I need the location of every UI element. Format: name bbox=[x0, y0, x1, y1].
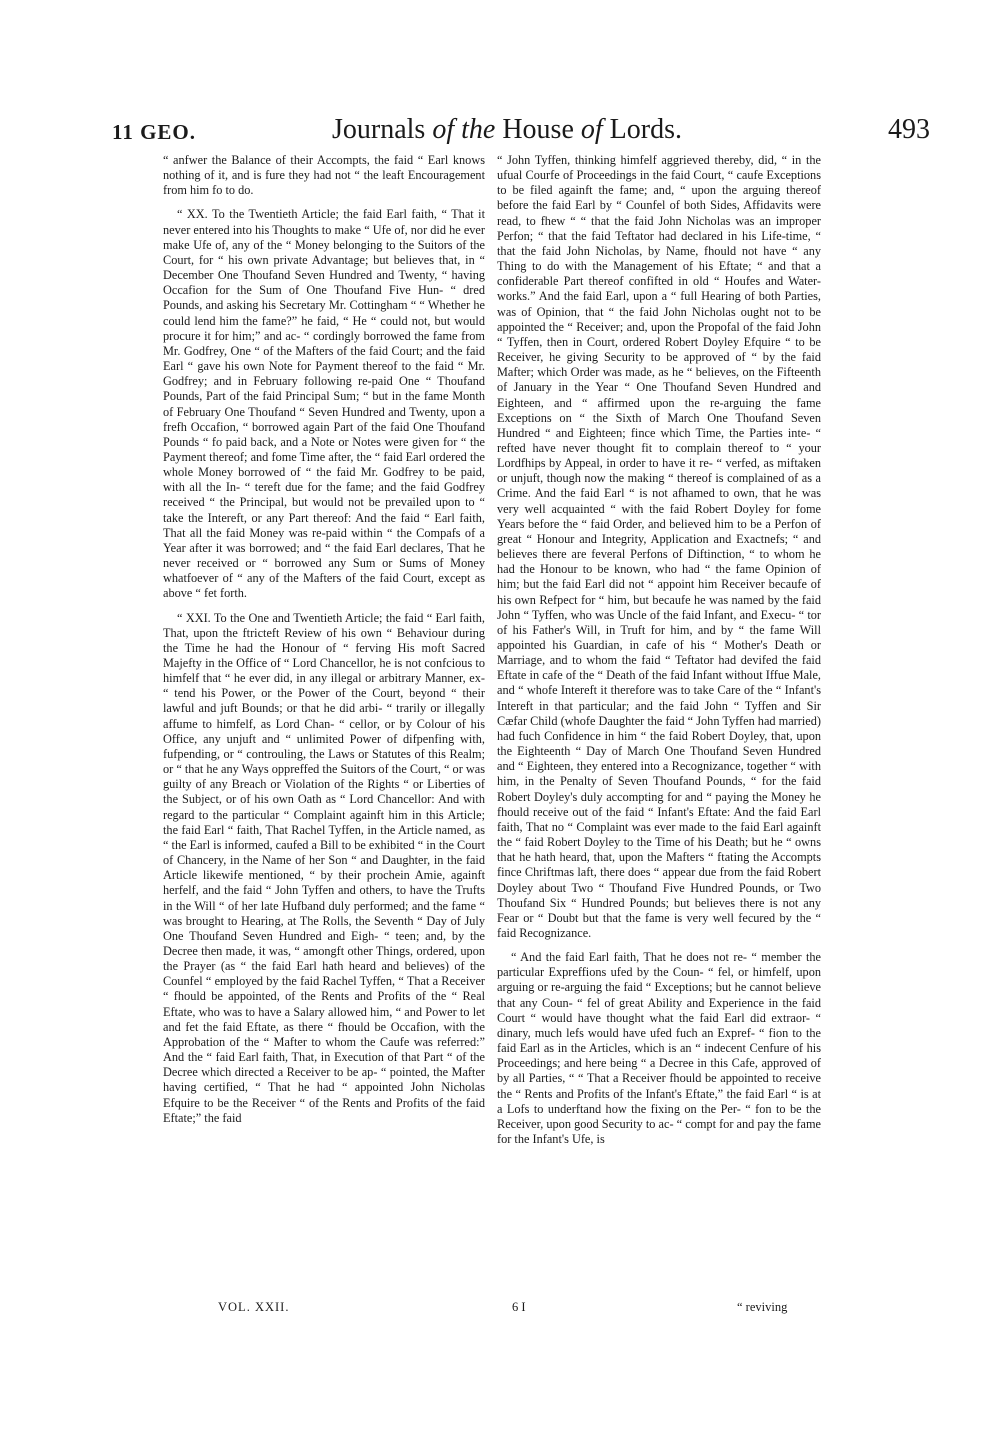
right-paragraph-1: “ John Tyffen, thinking himfelf aggrieved thereby, did, “ in the ufual Courfe of Proceedings in the faid Court, “ caufe Exceptions to be filed againft the fame; and, “ upon the arguing thereof before the faid Earl by “ Counfel of both Sides, Affidavits were read, to fhew “ “ that the faid John Nicholas was an improper Perfon; “ that the faid Teftator had declared in his Life-time, “ that the faid John Nicholas, by Name, fhould not have “ any Thing to do with the Management of his Eftate; “ and that a confiderable Part thereof confifted in old “ Houfes and Water-works.” And the faid Earl, upon a “ full Hearing of both Parties, was of Opinion, that “ the faid John Nicholas ought not to be appointed the “ Receiver; and, upon the Propofal of the faid John “ Tyffen, then in Court, ordered Robert Doyley Efquire “ to be Receiver, he giving Security to be approved of “ by the faid Mafter; which Order was made, as he “ believes, on the Fifteenth of January in the Year “ One Thoufand Seven Hundred and Eighteen, and “ affirmed upon the re-arguing the fame Exceptions on “ the Sixth of March One Thoufand Seven Hundred “ and Eighteen; fince which Time, the Parties inte- “ refted have never thought fit to complain thereof to “ your Lordfhips by Appeal, in order to have it re- “ verfed, as miftaken or unjuft, though now the making “ thereof is complained of as a Crime. And the faid Earl “ is not afhamed to own, that he was very well acquainted “ with the faid Robert Doyley for fome Years before the “ faid Order, and believed him to be a Perfon of great “ Honour and Integrity, Application and Exactnefs; “ and believes there are feveral Perfons of Diftinction, “ to whom he had the Honour to be known, who had “ the fame Opinion of him; but the faid Earl did not “ appoint him Receiver becaufe of his own Refpect for “ him, but becaufe he was named by the faid John “ Tyffen, who was Uncle of the faid Infant, and Execu- “ tor of his Father's Will, in Truft for him, and by “ the fame Will appointed his Guardian, in cafe of his “ Mother's Death or Marriage, and to whom the faid “ Teftator had devifed the faid Eftate in cafe of the “ Death of the faid Infant without Iffue Male, and “ whofe Intereft it therefore was to take Care of the “ Infant's Intereft in that particular; and the faid John “ Tyffen and Sir Cæfar Child (whofe Daughter the faid “ John Tyffen had married) had fuch Confidence in him “ the faid Robert Doyley, that, upon the Eighteenth “ Day of March One Thoufand Seven Hundred and “ Eighteen, they entered into a Recognizance, together “ with him, in the Penalty of Seven Thoufand Pounds, “ for the faid Robert Doyley's duly accompting for and “ paying the Money he fhould receive out of the faid “ Infant's Eftate: And the faid Earl faith, That no “ Complaint was ever made to the faid Earl againft the “ faid Robert Doyley to the Time of his Death; but he “ owns that he hath heard, that, upon the Mafters “ ftating the Accompts fince Chriftmas laft, there does “ appear due from the faid Robert Doyley about Two “ Thoufand Five Hundred Pounds, or Two Thoufand Six “ Hundred Pounds; but believes there is not any Fear or “ Doubt but that the fame is very well fecured by the “ faid Recognizance. bbox=[497, 153, 821, 940]
article-xx-paragraph: “ XX. To the Twentieth Article; the faid Earl faith, “ That it never entered into his Thoughts to make “ Ufe of, nor did he ever make Ufe of, any of the “ Money belonging to the Suitors of the Court, for “ his own private Advantage; but believes that, in “ December One Thoufand Seven Hundred and Twenty, “ having Occafion for the Sum of One Thoufand Five Hun- “ dred Pounds, and asking his Secretary Mr. Cottingham “ “ Whether he could lend him the fame?” he faid, “ He “ could not, but would procure it for him;” and ac- “ cordingly borrowed the fame from Mr. Godfrey, One “ of the Mafters of the faid Court; and the faid Earl “ gave his own Note for Payment thereof to the faid “ Mr. Godfrey; and in February following re-paid One “ Thoufand Pounds, Part of the faid Principal Sum; “ but in the fame Month of February One Thoufand “ Seven Hundred and Twenty, upon a frefh Occafion, “ borrowed again Part of the faid One Thoufand Pounds “ fo paid back, and a Note or Notes were given for “ the Payment thereof; and fome Time after, the “ faid Earl ordered the whole Money borrowed of “ the faid Mr. Godfrey to be paid, with all the In- “ tereft due for the fame; and the faid Godfrey received “ the Principal, but would not be prevailed upon to “ take the Intereft, or any Part thereof: And the faid “ Earl faith, That all the faid Money was re-paid within “ the Compafs of a Year after it was borrowed; and “ the faid Earl declares, That he never received or “ borrowed any Sum or Sums of Money whatfoever of “ any of the Mafters of the faid Court, except as above “ fet forth. bbox=[163, 207, 485, 601]
catchword: “ reviving bbox=[737, 1300, 788, 1314]
right-paragraph-2: “ And the faid Earl faith, That he does not re- “ member the particular Expreffions ufed by the Coun- “ fel, or himfelf, upon arguing or re-arguing the faid “ Exceptions; but he cannot believe that any Coun- “ fel of great Ability and Experience in the faid Court “ would have thought what the faid Earl did extraor- “ dinary, much lefs would have ufed fuch an Expref- “ fion to the faid Earl as in the Articles, which is an “ indecent Cenfure of his Proceedings; and here being “ a Decree in this Cafe, approved of by all Parties, “ “ That a Receiver fhould be appointed to receive the “ Rents and Profits of the Infant's Eftate,” the faid Earl “ is at a Lofs to underftand how the fixing on the Per- “ fon to be the Receiver, upon good Security to ac- “ compt for and pay the fame for the Infant's Ufe, is bbox=[497, 950, 821, 1146]
running-head bbox=[112, 112, 930, 152]
page-number: 493 bbox=[888, 114, 930, 145]
left-column bbox=[163, 153, 485, 1126]
right-column bbox=[497, 153, 821, 1147]
left-paragraph-1: “ anfwer the Balance of their Accompts, the faid “ Earl knows nothing of it, and is fure they had not “ the leaft Encouragement from him fo to do. bbox=[163, 153, 485, 198]
regnal-year: 11 GEO. bbox=[112, 120, 197, 144]
signature-mark: 6 I bbox=[512, 1300, 526, 1314]
article-xxi-paragraph: “ XXI. To the One and Twentieth Article; the faid “ Earl faith, That, upon the ftricteft Review of his own “ Behaviour during the Time he had the Honour of “ ferving His moft Sacred Majefty in the Office of “ Lord Chancellor, he is not confcious to himfelf that “ he ever did, in any illegal or arbitrary Manner, ex- “ tend his Power, or the Power of the Court, beyond “ their lawful and juft Bounds; or that he did arbi- “ trarily or illegally affume to himfelf, as Lord Chan- “ cellor, or by Colour of his Office, any unjuft and “ unlimited Power of difpenfing with, fufpending, or “ controuling, the Laws or Statutes of this Realm; or “ that he any Ways oppreffed the Suitors of the Court, “ or was guilty of any Breach or Violation of the Rights “ or Liberties of the Subject, or of his own Oath as “ Lord Chancellor: And with regard to the particular “ Complaint againft him in this Article; the faid Earl “ faith, That Rachel Tyffen, in the Article named, as “ the Earl is informed, caufed a Bill to be exhibited “ in the Court of Chancery, in the Name of her Son “ and Daughter, in the faid Article likewife mentioned, “ by their prochein Amie, againft herfelf, and the faid “ John Tyffen and others, to have the Trufts in the Will “ of her late Hufband duly performed; and the fame “ was brought to Hearing, at The Rolls, the Seventh “ Day of July One Thoufand Seven Hundred and Eigh- “ teen; and, by the Decree then made, it was, “ amongft other Things, ordered, upon the Prayer (as “ the faid Earl hath heard and believes) of the Counfel “ employed by the faid Rachel Tyffen, “ That a Receiver “ fhould be appointed, of the Rents and Profits of the “ Real Eftate, who was to have a Salary allowed him, “ and Power to let and fet the faid Eftate, as there “ fhould be Occafion, with the Approbation of the “ Mafter to whom the Caufe was referred:” And the “ faid Earl faith, That, in Execution of that Part “ of the Decree which directed a Receiver to be ap- “ pointed, the Mafter having certified, “ That he had “ appointed John Nicholas Efquire to be the Receiver “ of the Rents and Profits of the faid Eftate;” the faid bbox=[163, 610, 486, 1125]
page-title: Journals of the House of Lords. bbox=[332, 114, 682, 145]
volume-label: VOL. XXII. bbox=[218, 1300, 290, 1314]
